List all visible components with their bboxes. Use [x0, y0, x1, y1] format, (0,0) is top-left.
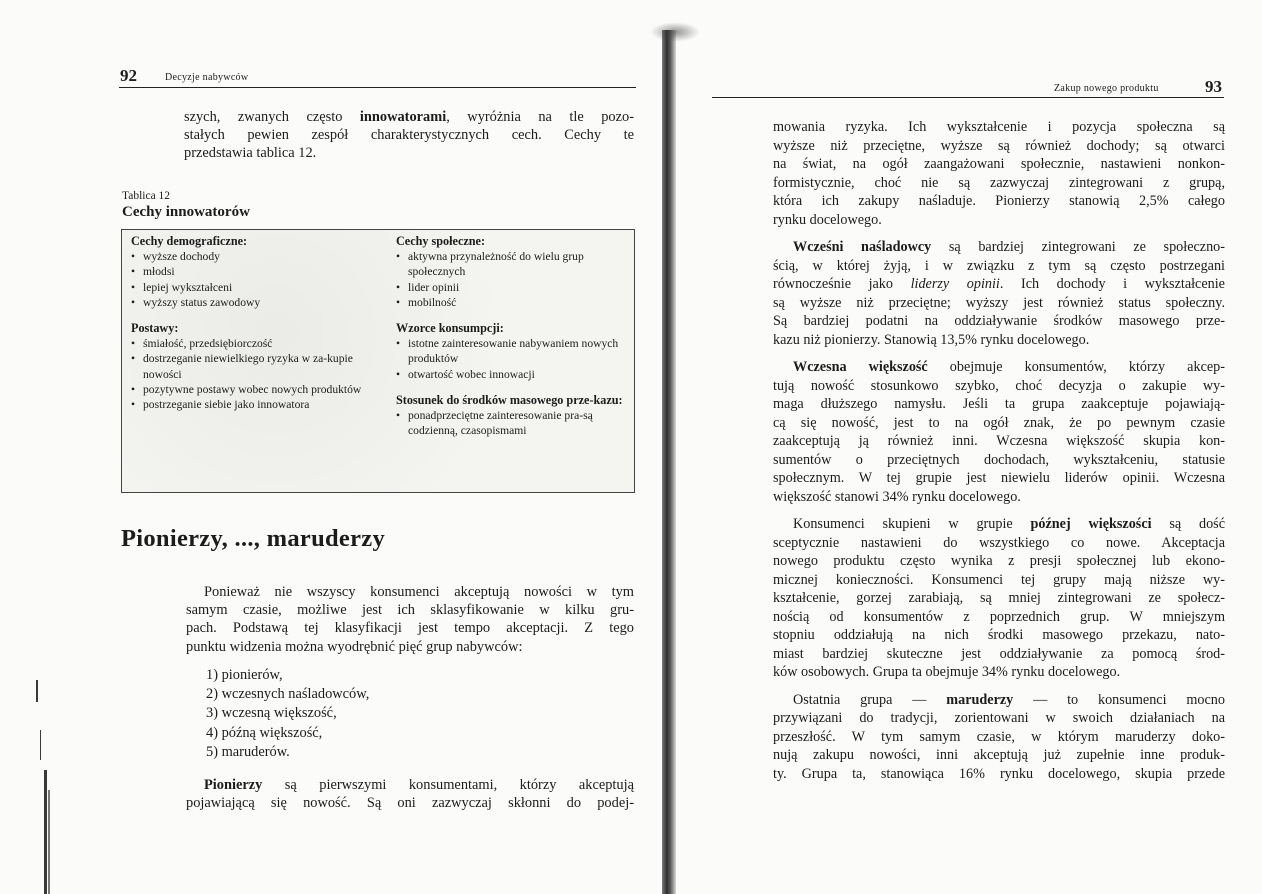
right-running-head: Zakup nowego produktu — [1054, 83, 1159, 94]
text-run: obejmuje konsumentów, którzy akcep- — [927, 359, 1225, 375]
text-run: zaakceptują ją również inni. Wczesna większość skupia kon- — [773, 433, 1225, 449]
group-list-item: 2) wczesnych naśladowców, — [206, 686, 370, 703]
table-right-column — [396, 234, 626, 438]
text-run: kształcenie, gorzej zarabiają, są mniej zintegrowani ze społecz- — [773, 590, 1225, 606]
table-bullet-item: • dostrzeganie niewielkiego ryzyka w za-kupie nowości — [131, 351, 366, 381]
table-group — [396, 321, 626, 382]
text-run: równocześnie jako — [773, 276, 911, 292]
text-line — [773, 377, 1225, 396]
text-run: przeszłość. W tym samym czasie, w którym maruderzy doko- — [773, 728, 1225, 745]
bold-term: późnej większości — [1030, 516, 1152, 532]
text-line — [773, 257, 1225, 276]
table-bullet-item: • lider opinii — [396, 280, 626, 295]
text-line — [773, 645, 1225, 664]
text-line — [773, 451, 1225, 470]
right-header-rule — [712, 97, 1224, 98]
table-bullet-item: • pozytywne postawy wobec nowych produktów — [131, 382, 366, 397]
text-run: są wyższe niż przeciętne; wyższy jest również status społeczny. — [773, 294, 1225, 311]
paragraph — [773, 358, 1225, 506]
table-left-column — [131, 234, 366, 412]
left-header-rule — [119, 87, 636, 88]
text-line — [773, 312, 1225, 331]
text-run: sceptycznie nastawieni do wszystkiego co nowe. Akceptacja — [773, 534, 1225, 551]
table-bullet-item: • młodsi — [131, 264, 366, 279]
text-run: większość stanowi 34% rynku docelowego. — [773, 488, 1021, 505]
text-line — [773, 118, 1225, 137]
text-run: — to konsumenci mocno — [1013, 691, 1225, 708]
text-run: pojawiającą się nowość. Są oni zazwyczaj skłonni do podej- — [186, 795, 634, 812]
text-line — [186, 776, 634, 794]
text-line — [773, 488, 1225, 507]
text-line — [773, 515, 1225, 534]
text-line — [773, 192, 1225, 211]
text-line — [773, 358, 1225, 377]
body-paragraph — [186, 583, 634, 656]
text-line — [773, 155, 1225, 174]
innovators-table — [121, 229, 635, 493]
table-title: Cechy innowatorów — [122, 204, 250, 220]
table-group — [131, 321, 366, 412]
text-run: stopniu oddziałują na nich środki masowego przekazu, nato- — [773, 627, 1225, 643]
left-running-head: Decyzje nabywców — [165, 72, 249, 83]
table-bullet-item: • istotne zainteresowanie nabywaniem nowych produktów — [396, 336, 626, 366]
bold-term: Wcześni naśladowcy — [793, 239, 932, 255]
text-line — [773, 709, 1225, 728]
text-run: Ostatnia grupa — — [793, 691, 947, 708]
text-line — [773, 626, 1225, 645]
text-run: tują nowość stosunkowo szybko, choć decyzja o zakupie wy- — [773, 377, 1225, 394]
group-list-item: 4) późną większość, — [206, 724, 323, 741]
text-run: ty. Grupa ta, stanowiąca 16% rynku docelowego, skupia przede — [773, 765, 1225, 782]
page-edge-shadow — [0, 620, 60, 894]
text-run: cą się nowość, jest to na ogół znak, że po pewnym czasie — [773, 414, 1225, 431]
table-group — [396, 393, 626, 439]
paragraph — [773, 691, 1225, 784]
text-line — [773, 534, 1225, 553]
table-bullet-item: • śmiałość, przedsiębiorczość — [131, 336, 366, 351]
table-label: Tablica 12 — [122, 190, 171, 202]
text-line — [773, 395, 1225, 414]
pionierzy-paragraph — [186, 776, 634, 812]
text-run: Konsumenci skupieni w grupie — [793, 516, 1031, 532]
book-spine — [662, 30, 676, 894]
italic-term: liderzy opinii — [910, 276, 1000, 292]
text-run: szych, zwanych często — [184, 109, 360, 125]
text-line — [773, 728, 1225, 747]
text-line — [773, 275, 1225, 294]
text-run: rynku docelowego. — [773, 211, 882, 228]
table-group — [131, 234, 366, 310]
text-line — [773, 238, 1225, 257]
text-line — [773, 746, 1225, 765]
text-run: ścią, w której żyją, i w związku z tym są często postrzegani — [773, 257, 1225, 274]
text-run: nowego produktu często wynika z presji społecznej lub ekono- — [773, 553, 1225, 569]
text-line: Ponieważ nie wszyscy konsumenci akceptują nowości w tym — [204, 584, 634, 600]
table-bullet-item: • wyższe dochody — [131, 249, 366, 264]
text-run: sumentów o przeciętnych dochodach, wykształceniu, statusie — [773, 451, 1225, 468]
table-group-heading: Postawy: — [131, 321, 179, 336]
text-line — [773, 174, 1225, 193]
text-run: która ich zakupy naśladuje. Pionierzy stanowią 2,5% całego — [773, 193, 1225, 209]
text-line — [773, 469, 1225, 488]
table-bullet-item: • aktywna przynależność do wielu grup społecznych — [396, 249, 626, 279]
text-run: stałych pewien zespół charakterystycznych cech. Cechy te — [184, 127, 634, 144]
text-line: punktu widzenia można wyodrębnić pięć grup nabywców: — [186, 638, 523, 655]
text-line — [773, 571, 1225, 590]
text-line — [773, 691, 1225, 710]
text-run: na świat, na ogół zaangażowani społecznie, nastawieni nonkon- — [773, 156, 1225, 172]
scan-smudge — [650, 22, 700, 42]
text-run: przywiązani do tradycji, zorientowani w swoich działaniach na — [773, 710, 1225, 726]
text-run: nują zakupu nowości, inni akceptują już zupełnie inne produk- — [773, 747, 1225, 763]
text-run: społecznym. W tej grupie jest niewielu liderów opinii. Wczesna — [773, 470, 1225, 486]
paragraph — [773, 238, 1225, 349]
table-bullet-item: • otwartość wobec innowacji — [396, 367, 626, 382]
right-page-text — [773, 118, 1225, 783]
text-run: są pierwszymi konsumentami, którzy akceptują — [262, 777, 634, 793]
group-list-item: 1) pionierów, — [206, 667, 283, 683]
text-run: formistycznie, choć nie są zazwyczaj zintegrowani z grupą, — [773, 174, 1225, 191]
group-list-item: 3) wczesną większość, — [206, 705, 337, 722]
text-run: Są bardziej podatni na oddziaływanie środków masowego prze- — [773, 313, 1225, 329]
table-bullet-item: • ponadprzeciętne zainteresowanie pra-są codzienną, czasopismami — [396, 408, 626, 438]
text-run: przedstawia tablica 12. — [184, 145, 317, 162]
text-line — [773, 414, 1225, 433]
table-group-heading: Cechy społeczne: — [396, 234, 486, 248]
table-bullet-item: • postrzeganie siebie jako innowatora — [131, 397, 366, 412]
text-run: miast bardziej skuteczne jest oddziaływanie za pomocą środ- — [773, 645, 1225, 662]
table-bullet-item: • lepiej wykształceni — [131, 280, 366, 295]
text-line — [773, 137, 1225, 156]
text-run: nością od konsumentów z poprzednich grup. W mniejszym — [773, 608, 1225, 625]
bold-term: maruderzy — [946, 691, 1014, 708]
text-run: maga dłuższego namysłu. Jeśli ta grupa zaakceptuje pojawiają- — [773, 396, 1225, 412]
text-line — [773, 331, 1225, 350]
table-group-heading: Stosunek do środków masowego prze-kazu: — [396, 392, 623, 407]
left-page-number: 92 — [120, 66, 137, 85]
text-line — [773, 608, 1225, 627]
intro-paragraph — [184, 108, 634, 163]
text-line — [773, 432, 1225, 451]
groups-list — [206, 666, 369, 762]
text-line — [773, 663, 1225, 682]
right-page-number: 93 — [1205, 77, 1222, 96]
text-line — [184, 144, 634, 162]
text-line: samym czasie, możliwe jest ich sklasyfikowanie w kilku gru- — [186, 602, 634, 619]
text-line — [773, 765, 1225, 784]
text-line — [773, 294, 1225, 313]
text-line — [184, 126, 634, 144]
table-bullet-item: • wyższy status zawodowy — [131, 295, 366, 310]
text-run: wyższe niż przeciętne, wyższe są również dochody; są otwarci — [773, 137, 1225, 154]
text-line — [184, 108, 634, 126]
table-group-heading: Cechy demograficzne: — [131, 234, 248, 248]
text-run: kazu niż pionierzy. Stanowią 13,5% rynku docelowego. — [773, 331, 1090, 348]
text-line — [773, 552, 1225, 571]
text-run: , wyróżnia na tle pozo- — [446, 109, 634, 125]
paragraph — [773, 118, 1225, 229]
text-line: pach. Podstawą tej klasyfikacji jest tempo akceptacji. Z tego — [186, 620, 634, 637]
text-run: są bardziej zintegrowani ze społeczno- — [931, 239, 1226, 255]
text-line — [773, 211, 1225, 230]
table-group — [396, 234, 626, 310]
table-bullet-item: • mobilność — [396, 295, 626, 310]
text-line — [186, 794, 634, 812]
text-run: . Ich dochody i wykształcenie — [999, 276, 1225, 292]
bold-term: Wczesna większość — [793, 359, 928, 375]
group-list-item: 5) maruderów. — [206, 743, 290, 760]
section-heading: Pionierzy, ..., maruderzy — [121, 525, 386, 552]
bold-term: Pionierzy — [204, 777, 263, 793]
text-run: mowania ryzyka. Ich wykształcenie i pozycja społeczna są — [773, 119, 1225, 135]
table-group-heading: Wzorce konsumpcji: — [396, 321, 504, 336]
text-line — [773, 589, 1225, 608]
text-run: micznej konieczności. Konsumenci tej grupy mają niższe wy- — [773, 571, 1225, 588]
text-run: są dość — [1151, 516, 1225, 532]
bold-term: innowatorami — [359, 109, 447, 125]
paragraph — [773, 515, 1225, 682]
text-run: ków osobowych. Grupa ta obejmuje 34% rynku docelowego. — [773, 664, 1121, 680]
